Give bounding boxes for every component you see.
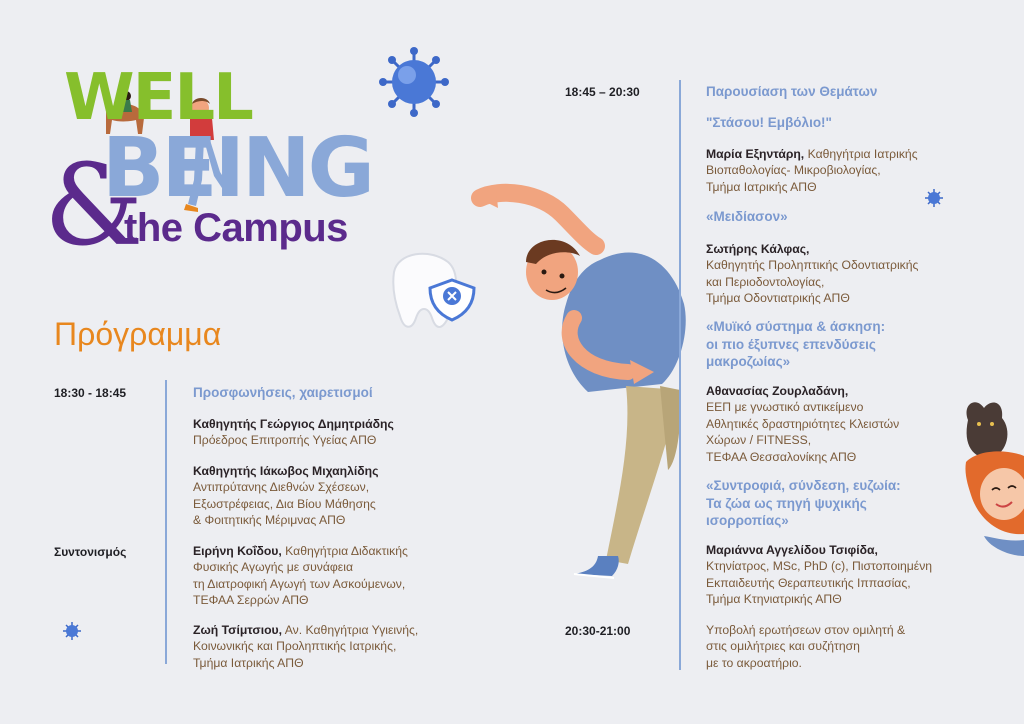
speaker-role: Χώρων / FITNESS,: [706, 433, 812, 448]
speaker-role: Φυσικής Αγωγής με συνάφεια: [193, 560, 353, 575]
speaker-role: ΤΕΦΑΑ Θεσσαλονίκης ΑΠΘ: [706, 449, 857, 464]
topic-title: «Μειδίασον»: [706, 209, 788, 224]
section-title-greetings: Προσφωνήσεις, χαιρετισμοί: [193, 385, 373, 400]
speaker-role: Εξωστρέφειας, Δια Βίου Μάθησης: [193, 496, 376, 511]
speaker-name: Καθηγητής Ιάκωβος Μιχαηλίδης: [193, 464, 379, 478]
speaker-role: και Περιοδοντολογίας,: [706, 274, 825, 289]
speaker-role: Εκπαιδευτής Θεραπευτικής Ιππασίας,: [706, 575, 911, 590]
speaker-role: & Φοιτητικής Μέριμνας ΑΠΘ: [193, 513, 346, 528]
topic-line: οι πιο έξυπνες επενδύσεις: [706, 336, 876, 352]
speaker-entry: [193, 463, 473, 529]
topic-line: Τα ζώα ως πηγή ψυχικής: [706, 495, 867, 511]
speaker-entry: [193, 416, 473, 449]
virus-icon-small: [63, 622, 81, 640]
speaker-entry: [706, 146, 986, 195]
speaker-role: τη Διατροφική Αγωγή των Ασκούμενων,: [193, 576, 406, 591]
speaker-entry: [193, 622, 473, 671]
speaker-name: Αθανασίας Ζουρλαδάνη,: [706, 384, 849, 398]
speaker-entry: [706, 241, 986, 307]
topic-line: «Μυϊκό σύστημα & άσκηση:: [706, 319, 886, 334]
tooth-shield-icon: [393, 254, 474, 327]
logo-well: WELL: [64, 61, 252, 135]
time-slot-1: 18:30 - 18:45: [54, 386, 127, 400]
topic-title: [706, 318, 885, 371]
closing-line: με το ακροατήριο.: [706, 655, 802, 670]
topic-title: "Στάσου! Εμβόλιο!": [706, 115, 832, 130]
topic-line: ισορροπίας»: [706, 513, 789, 529]
speaker-role: Αντιπρύτανης Διεθνών Σχέσεων,: [193, 480, 370, 495]
virus-icon: [379, 47, 449, 117]
speaker-role: Κτηνίατρος, MSc, PhD (c), Πιστοποιημένη: [706, 559, 933, 574]
speaker-role: Καθηγητής Προληπτικής Οδοντιατρικής: [706, 258, 919, 273]
speaker-name: Ζωή Τσίμτσιου,: [193, 623, 283, 637]
speaker-entry: [706, 542, 986, 608]
speaker-entry: [706, 383, 986, 465]
speaker-role: Αν. Καθηγήτρια Υγιεινής,: [282, 623, 419, 637]
speaker-role: ΕΕΠ με γνωστικό αντικείμενο: [706, 400, 864, 415]
speaker-name: Καθηγητής Γεώργιος Δημητριάδης: [193, 417, 394, 431]
schedule-divider-right: [679, 80, 681, 670]
logo-ampersand: &: [44, 141, 144, 271]
time-slot-2: 18:45 – 20:30: [565, 85, 640, 99]
stretching-man-illustration: [474, 188, 686, 578]
logo-being: BEING: [102, 121, 372, 216]
schedule-divider-left: [165, 380, 167, 664]
closing-line: στις ομιλήτριες και συζήτηση: [706, 639, 860, 654]
speaker-name: Σωτήρης Κάλφας,: [706, 242, 810, 256]
speaker-entry: [193, 543, 473, 609]
page-title: Πρόγραμμα: [54, 316, 222, 352]
logo-the-campus: the Campus: [124, 206, 348, 250]
speaker-role: Τμήμα Ιατρικής ΑΠΘ: [706, 179, 817, 194]
speaker-role: Καθηγήτρια Ιατρικής: [804, 147, 918, 161]
speaker-role: Καθηγήτρια Διδακτικής: [281, 544, 408, 558]
time-slot-coordination: Συντονισμός: [54, 545, 127, 559]
topic-line: «Συντροφιά, σύνδεση, ευζωία:: [706, 478, 901, 493]
speaker-role: Τμήμα Ιατρικής ΑΠΘ: [193, 655, 304, 670]
closing-discussion: [706, 622, 986, 671]
speaker-role: ΤΕΦΑΑ Σερρών ΑΠΘ: [193, 593, 309, 608]
speaker-role: Βιοπαθολογίας- Μικροβιολογίας,: [706, 163, 881, 178]
speaker-role: Πρόεδρος Επιτροπής Υγείας ΑΠΘ: [193, 433, 377, 448]
time-slot-3: 20:30-21:00: [565, 624, 631, 638]
speaker-role: Κοινωνικής και Προληπτικής Ιατρικής,: [193, 639, 397, 654]
topic-title: [706, 477, 901, 530]
speaker-name: Μαριάννα Αγγελίδου Τσιφίδα,: [706, 543, 878, 557]
topic-line: μακροζωίας»: [706, 354, 791, 370]
speaker-role: Αθλητικές δραστηριότητες Κλειστών: [706, 416, 900, 431]
speaker-role: Τμήμα Κτηνιατρικής ΑΠΘ: [706, 592, 842, 607]
section-title-topics: Παρουσίαση των Θεμάτων: [706, 84, 878, 99]
speaker-role: Τμήμα Οδοντιατρικής ΑΠΘ: [706, 291, 850, 306]
closing-line: Υποβολή ερωτήσεων στον ομιλητή &: [706, 623, 906, 637]
speaker-name: Μαρία Εξηντάρη,: [706, 147, 805, 161]
speaker-name: Ειρήνη Κοΐδου,: [193, 544, 282, 558]
